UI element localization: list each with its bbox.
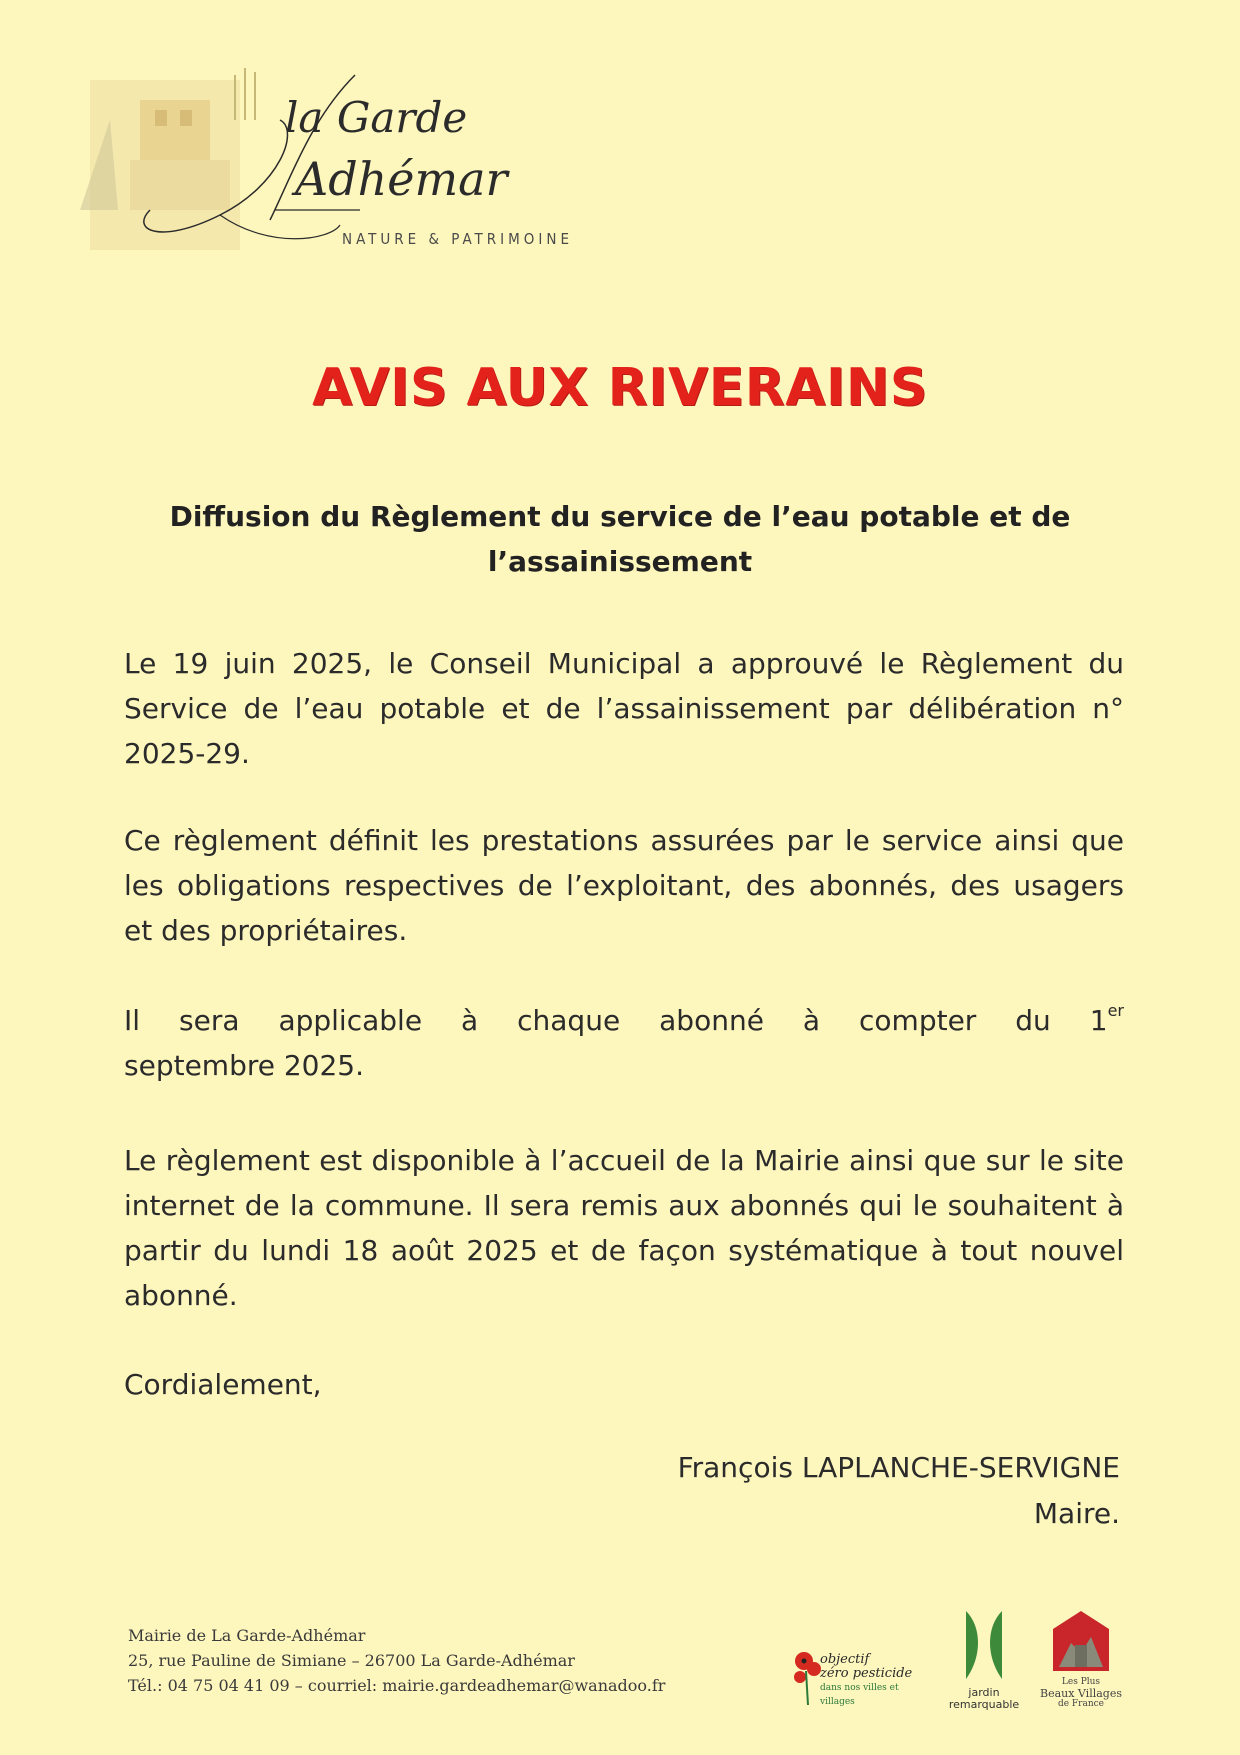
jardin-remarquable-badge bbox=[948, 1607, 1020, 1717]
signatory-role: Maire. bbox=[1033, 1497, 1120, 1530]
pesticide-line1: objectif bbox=[820, 1652, 870, 1667]
logo-line1: la Garde bbox=[285, 93, 468, 142]
village-crest-icon bbox=[1045, 1607, 1117, 1677]
jardin-line2: remarquable bbox=[948, 1698, 1020, 1711]
jardin-line1: jardin bbox=[968, 1686, 1000, 1699]
jardin-logo-icon bbox=[948, 1607, 1020, 1683]
signature-block bbox=[678, 1445, 1120, 1537]
application-date: septembre 2025. bbox=[124, 1049, 365, 1082]
pesticide-line3: dans nos villes et villages bbox=[820, 1683, 899, 1707]
paragraph-scope: Ce règlement définit les prestations assurées par le service ainsi que les obligations respectives de l’exploitant, des abonnés, des usagers et des propriétaires. bbox=[124, 824, 1124, 947]
villages-line3: de France bbox=[1057, 1699, 1105, 1709]
footer-address bbox=[128, 1623, 665, 1698]
subtitle-line1: Diffusion du Règlement du service de l’eau potable et de bbox=[169, 500, 1071, 533]
footer-line1: Mairie de La Garde-Adhémar bbox=[128, 1626, 366, 1645]
ordinal-suffix: er bbox=[1107, 1001, 1124, 1020]
signatory-name: François LAPLANCHE-SERVIGNE bbox=[677, 1451, 1120, 1484]
paragraph-application bbox=[124, 998, 1124, 1088]
subtitle-line2: l’assainissement bbox=[487, 545, 753, 578]
closing-text: Cordialement, bbox=[124, 1368, 322, 1401]
zero-pesticide-badge bbox=[790, 1645, 930, 1715]
footer-line3: Tél.: 04 75 04 41 09 – courriel: mairie.gardeadhemar@wanadoo.fr bbox=[128, 1676, 666, 1695]
logo-line2: Adhémar bbox=[295, 152, 508, 206]
paragraph-approval: Le 19 juin 2025, le Conseil Municipal a approuvé le Règlement du Service de l’eau potable et de l’assainissement par délibération n° 2025-29. bbox=[124, 647, 1124, 770]
logo-tagline: NATURE & PATRIMOINE bbox=[342, 230, 573, 248]
label-badges bbox=[790, 1585, 1130, 1735]
villages-line1: Les Plus bbox=[1061, 1677, 1101, 1687]
villages-line2: Beaux Villages bbox=[1040, 1687, 1122, 1700]
notice-subtitle bbox=[110, 494, 1130, 584]
pesticide-line2: zéro pesticide bbox=[820, 1666, 913, 1681]
poppy-icon bbox=[790, 1647, 824, 1707]
plus-beaux-villages-badge bbox=[1040, 1607, 1122, 1727]
footer-line2: 25, rue Pauline de Simiane – 26700 La Garde-Adhémar bbox=[128, 1651, 575, 1670]
application-text: Il sera applicable à chaque abonné à compter du 1 bbox=[124, 1004, 1108, 1037]
town-logo bbox=[70, 60, 573, 280]
notice-title: AVIS AUX RIVERAINS bbox=[312, 358, 928, 418]
paragraph-availability: Le règlement est disponible à l’accueil de la Mairie ainsi que sur le site internet de la commune. Il sera remis aux abonnés qui le souhaitent à partir du lundi 18 août 2025 et de façon systématique à tout nouvel abonné. bbox=[124, 1144, 1124, 1312]
